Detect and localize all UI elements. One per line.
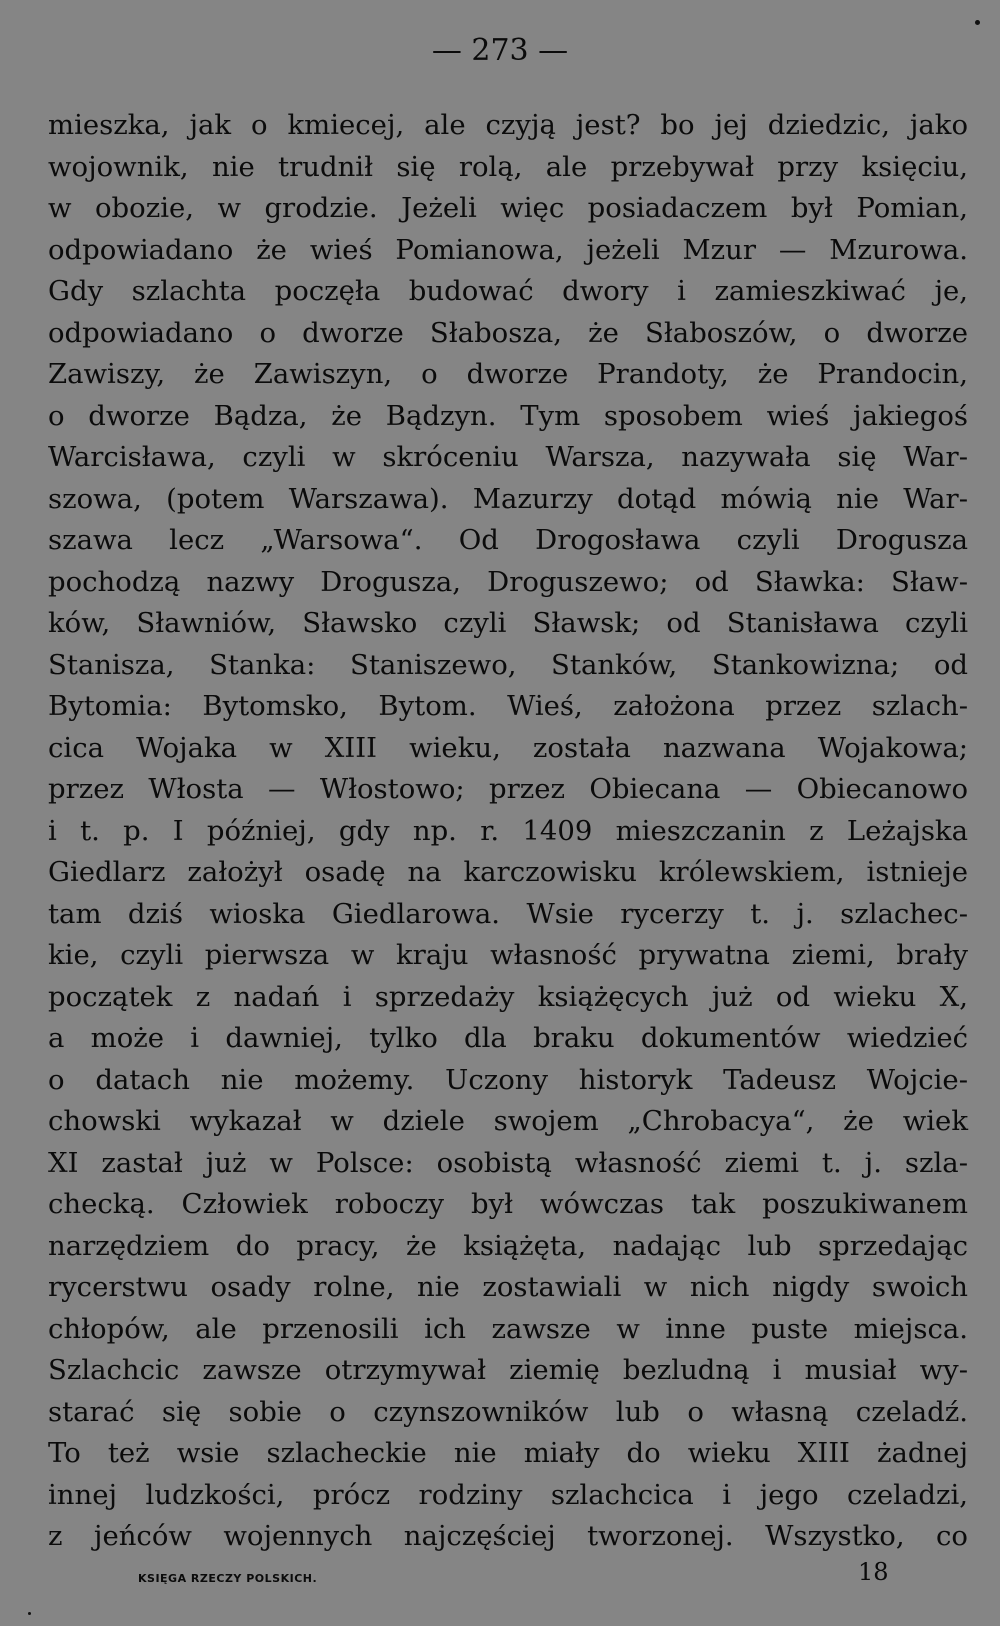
text-line: odpowiadano że wieś Pomianowa, jeżeli Mzur — Mzurowa. xyxy=(48,233,968,266)
text-line: a może i dawniej, tylko dla braku dokumentów wiedzieć xyxy=(48,1022,968,1054)
text-line: wojownik, nie trudnił się rolą, ale przebywał przy księciu, xyxy=(48,150,968,183)
text-line: To też wsie szlacheckie nie miały do wieku XIII żadnej xyxy=(48,1437,968,1469)
text-line: w obozie, w grodzie. Jeżeli więc posiadaczem był Pomian, xyxy=(48,192,968,224)
text-line: ków, Sławniów, Sławsko czyli Sławsk; od Stanisława czyli xyxy=(48,607,968,639)
text-line: starać się sobie o czynszowników lub o własną czeladź. xyxy=(48,1395,968,1428)
text-line: checką. Człowiek roboczy był wówczas tak poszukiwanem xyxy=(48,1188,968,1220)
text-line: szowa, (potem Warszawa). Mazurzy dotąd mówią nie War- xyxy=(48,482,968,515)
text-line: narzędziem do pracy, że książęta, nadając lub sprzedając xyxy=(48,1229,968,1262)
text-line: Bytomia: Bytomsko, Bytom. Wieś, założona przez szlach- xyxy=(48,690,968,722)
text-line: Szlachcic zawsze otrzymywał ziemię bezludną i musiał wy- xyxy=(48,1354,968,1386)
text-line: Gdy szlachta poczęła budować dwory i zamieszkiwać je, xyxy=(48,275,968,307)
text-line: odpowiadano o dworze Słabosza, że Słaboszów, o dworze xyxy=(48,316,968,349)
text-line: szawa lecz „Warsowa“. Od Drogosława czyli Drogusza xyxy=(48,524,968,556)
body-text xyxy=(48,105,968,1558)
text-line: o datach nie możemy. Uczony historyk Tadeusz Wojcie- xyxy=(48,1063,968,1096)
text-line: Giedlarz założył osadę na karczowisku królewskiem, istnieje xyxy=(48,856,968,888)
text-line: mieszka, jak o kmiecej, ale czyją jest? bo jej dziedzic, jako xyxy=(48,109,968,141)
text-line: chłopów, ale przenosili ich zawsze w inne puste miejsca. xyxy=(48,1312,968,1345)
text-line: Warcisława, czyli w skróceniu Warsza, nazywała się War- xyxy=(48,441,968,473)
text-line: pochodzą nazwy Drogusza, Droguszewo; od Sławka: Sław- xyxy=(48,565,968,598)
text-line: XI zastał już w Polsce: osobistą własność ziemi t. j. szla- xyxy=(48,1146,968,1179)
page-number: — 273 — xyxy=(431,33,569,68)
text-line: rycerstwu osady rolne, nie zostawiali w nich nigdy swoich xyxy=(48,1271,968,1303)
print-speck xyxy=(975,20,980,25)
text-line: kie, czyli pierwsza w kraju własność prywatna ziemi, brały xyxy=(48,939,968,971)
text-line: początek z nadań i sprzedaży książęcych już od wieku X, xyxy=(48,980,968,1013)
text-line: i t. p. I później, gdy np. r. 1409 mieszczanin z Leżajska xyxy=(48,814,968,847)
text-line: tam dziś wioska Giedlarowa. Wsie rycerzy t. j. szlachec- xyxy=(48,897,968,930)
text-line: cica Wojaka w XIII wieku, została nazwana Wojakowa; xyxy=(48,731,968,764)
text-line: Stanisza, Stanka: Staniszewo, Stanków, Stankowizna; od xyxy=(48,648,968,681)
text-line: innej ludzkości, prócz rodziny szlachcica i jego czeladzi, xyxy=(48,1478,968,1511)
printer-signature: KSIĘGA RZECZY POLSKICH. xyxy=(138,1572,318,1585)
text-line: chowski wykazał w dziele swojem „Chrobacya“, że wiek xyxy=(48,1105,968,1137)
text-line: Zawiszy, że Zawiszyn, o dworze Prandoty, że Prandocin, xyxy=(48,358,968,390)
sheet-number: 18 xyxy=(858,1558,889,1586)
print-speck xyxy=(28,1612,31,1615)
text-line: o dworze Bądza, że Bądzyn. Tym sposobem wieś jakiegoś xyxy=(48,399,968,432)
text-line: przez Włosta — Włostowo; przez Obiecana — Obiecanowo xyxy=(48,773,968,805)
text-line: z jeńców wojennych najczęściej tworzonej. Wszystko, co xyxy=(48,1520,968,1552)
